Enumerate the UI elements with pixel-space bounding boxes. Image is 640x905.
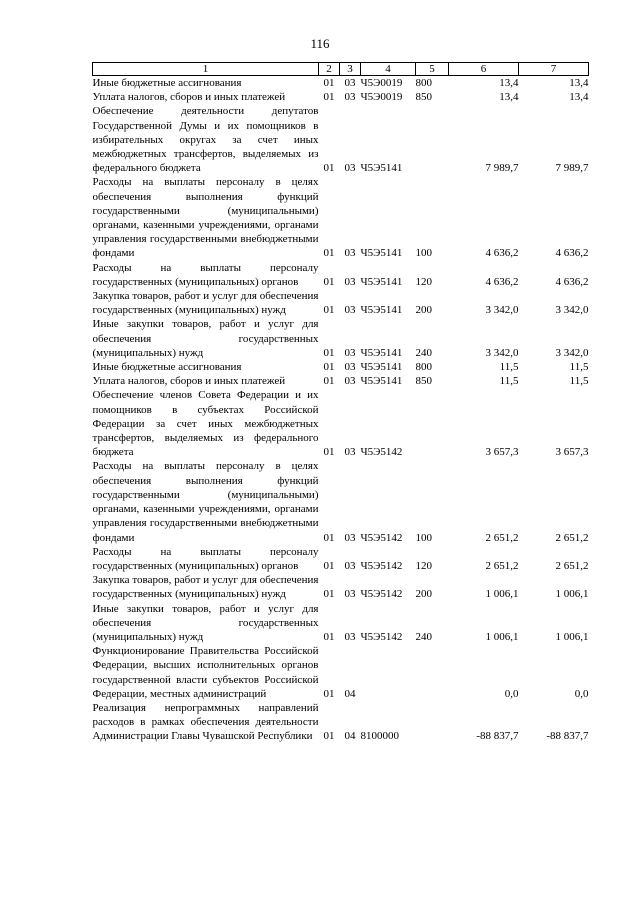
row-name: Иные закупки товаров, работ и услуг для обеспечения государственных (муниципальных) нужд (92, 602, 319, 643)
column-header-amount-1: 6 (449, 63, 519, 76)
row-expense-type: 120 (415, 275, 432, 288)
row-section: 01 (323, 588, 335, 601)
row-target-code: Ч5Э5142 (360, 559, 403, 572)
row-amount-2: 2 651,2 (555, 559, 589, 572)
row-amount-1: 1 006,1 (485, 630, 519, 643)
row-expense-type: 200 (415, 588, 432, 601)
row-target-code: Ч5Э5142 (360, 588, 403, 601)
row-amount-2: 3 342,0 (555, 304, 589, 317)
row-amount-1: 11,5 (499, 361, 519, 374)
row-amount-1: 0,0 (504, 687, 519, 700)
row-subsection: 03 (344, 559, 356, 572)
row-target-code (361, 644, 416, 701)
row-amount-1: 13,4 (499, 77, 519, 89)
table-row (93, 545, 589, 573)
row-subsection: 03 (344, 275, 356, 288)
row-amount-1: -88 837,7 (476, 730, 519, 743)
column-header-amount-2: 7 (519, 63, 589, 76)
row-section: 01 (323, 346, 335, 359)
table-row (93, 261, 589, 289)
row-subsection: 03 (344, 588, 356, 601)
row-amount-2: 13,4 (569, 91, 589, 104)
row-name: Уплата налогов, сборов и иных платежей (92, 91, 286, 104)
row-amount-1: 13,4 (499, 91, 519, 104)
row-amount-1: 2 651,2 (485, 559, 519, 572)
row-expense-type: 800 (415, 361, 432, 374)
row-amount-1: 7 989,7 (485, 162, 519, 175)
row-target-code: Ч5Э5141 (360, 275, 403, 288)
row-amount-2: -88 837,7 (546, 730, 589, 743)
row-target-code: Ч5Э0019 (360, 91, 403, 104)
table-row (93, 573, 589, 601)
row-section: 01 (323, 730, 335, 743)
row-amount-2: 1 006,1 (555, 630, 589, 643)
header-row (93, 63, 589, 76)
row-subsection: 03 (344, 304, 356, 317)
column-header-target-code: 4 (361, 63, 416, 76)
row-section: 01 (323, 77, 335, 89)
column-header-expense-type: 5 (416, 63, 449, 76)
row-amount-1: 4 636,2 (485, 247, 519, 260)
budget-table (92, 62, 589, 744)
table-row (93, 317, 589, 360)
row-amount-2: 4 636,2 (555, 275, 589, 288)
row-name: Закупка товаров, работ и услуг для обеспечения государственных (муниципальных) нужд (92, 574, 319, 601)
row-subsection: 03 (344, 630, 356, 643)
table-row (93, 289, 589, 317)
table-row (93, 644, 589, 701)
row-name: Иные закупки товаров, работ и услуг для обеспечения государственных (муниципальных) нужд (92, 318, 319, 359)
row-amount-1: 3 342,0 (485, 346, 519, 359)
row-subsection: 03 (344, 77, 356, 89)
row-subsection: 03 (344, 247, 356, 260)
row-name: Расходы на выплаты персоналу в целях обеспечения выполнения функций государственными (муниципальными) органами, казенными учреждениями, органами управления государственными внебюджетными фондами (92, 460, 319, 544)
row-subsection: 04 (344, 687, 356, 700)
row-subsection: 03 (344, 162, 356, 175)
table-row (93, 374, 589, 388)
row-expense-type: 120 (415, 559, 432, 572)
column-header-subsection: 3 (340, 63, 361, 76)
row-amount-2: 4 636,2 (555, 247, 589, 260)
row-name: Обеспечение деятельности депутатов Государственной Думы и их помощников в избирательных округах за счет иных межбюджетных трансфертов, выделяемых из федерального бюджета (92, 105, 319, 175)
row-expense-type: 200 (415, 304, 432, 317)
table-row (93, 602, 589, 645)
row-section: 01 (323, 162, 335, 175)
row-expense-type (416, 104, 449, 175)
row-name: Расходы на выплаты персоналу в целях обеспечения выполнения функций государственными (муниципальными) органами, казенными учреждениями, органами управления государственными внебюджетными фондами (92, 176, 319, 260)
row-section: 01 (323, 559, 335, 572)
row-target-code: Ч5Э5141 (360, 375, 403, 388)
row-section: 01 (323, 361, 335, 374)
row-target-code: Ч5Э0019 (360, 77, 403, 89)
row-target-code: 8100000 (360, 730, 399, 743)
row-expense-type (416, 701, 449, 744)
row-subsection: 03 (344, 361, 356, 374)
table-row (93, 76, 589, 91)
page-number: 116 (310, 36, 330, 51)
row-expense-type: 800 (415, 77, 432, 89)
row-target-code: Ч5Э5141 (360, 361, 403, 374)
row-amount-2: 13,4 (569, 77, 589, 89)
table-row (93, 90, 589, 104)
row-section: 01 (323, 247, 335, 260)
row-expense-type: 850 (415, 375, 432, 388)
table-body (93, 76, 589, 744)
row-amount-2: 3 342,0 (555, 346, 589, 359)
row-target-code: Ч5Э5141 (360, 304, 403, 317)
row-amount-2: 0,0 (574, 687, 589, 700)
row-expense-type (416, 388, 449, 459)
row-target-code: Ч5Э5141 (360, 162, 403, 175)
row-amount-2: 11,5 (569, 375, 589, 388)
row-section: 01 (323, 91, 335, 104)
row-section: 01 (323, 687, 335, 700)
row-expense-type: 100 (415, 531, 432, 544)
table-row (93, 360, 589, 374)
row-section: 01 (323, 304, 335, 317)
table-row (93, 701, 589, 744)
row-section: 01 (323, 275, 335, 288)
row-subsection: 03 (344, 531, 356, 544)
row-amount-2: 2 651,2 (555, 531, 589, 544)
row-target-code: Ч5Э5141 (360, 247, 403, 260)
row-amount-1: 2 651,2 (485, 531, 519, 544)
row-expense-type: 240 (415, 630, 432, 643)
row-name: Расходы на выплаты персоналу государственных (муниципальных) органов (92, 545, 319, 572)
row-amount-1: 1 006,1 (485, 588, 519, 601)
row-section: 01 (323, 375, 335, 388)
row-amount-2: 3 657,3 (555, 446, 589, 459)
row-amount-2: 1 006,1 (555, 588, 589, 601)
row-amount-1: 3 657,3 (485, 446, 519, 459)
row-subsection: 03 (344, 91, 356, 104)
table-row (93, 104, 589, 175)
row-section: 01 (323, 531, 335, 544)
row-target-code: Ч5Э5142 (360, 446, 403, 459)
row-subsection: 03 (344, 346, 356, 359)
row-name: Расходы на выплаты персоналу государственных (муниципальных) органов (92, 261, 319, 288)
row-expense-type: 240 (415, 346, 432, 359)
table-header (93, 63, 589, 76)
row-expense-type: 850 (415, 91, 432, 104)
row-name: Обеспечение членов Совета Федерации и их помощников в субъектах Российской Федерации за счет иных межбюджетных трансфертов, выделяемых из федерального бюджета (92, 389, 319, 459)
row-section: 01 (323, 446, 335, 459)
row-target-code: Ч5Э5141 (360, 346, 403, 359)
row-expense-type: 100 (415, 247, 432, 260)
row-amount-2: 7 989,7 (555, 162, 589, 175)
column-header-section: 2 (319, 63, 340, 76)
row-name: Функционирование Правительства Российской Федерации, высших исполнительных органов государственной власти субъектов Российской Федерации, местных администраций (92, 645, 319, 700)
row-target-code: Ч5Э5142 (360, 531, 403, 544)
row-name: Закупка товаров, работ и услуг для обеспечения государственных (муниципальных) нужд (92, 290, 319, 317)
row-target-code: Ч5Э5142 (360, 630, 403, 643)
row-amount-2: 11,5 (569, 361, 589, 374)
row-amount-1: 11,5 (499, 375, 519, 388)
table-row (93, 459, 589, 544)
column-header-name: 1 (93, 63, 319, 76)
row-name: Иные бюджетные ассигнования (92, 361, 242, 374)
table-row (93, 175, 589, 260)
row-name: Иные бюджетные ассигнования (92, 77, 242, 89)
row-subsection: 04 (344, 730, 356, 743)
row-name: Реализация непрограммных направлений расходов в рамках обеспечения деятельности Администрации Главы Чувашской Республики (92, 701, 319, 743)
row-amount-1: 3 342,0 (485, 304, 519, 317)
row-subsection: 03 (344, 375, 356, 388)
row-amount-1: 4 636,2 (485, 275, 519, 288)
row-section: 01 (323, 630, 335, 643)
row-subsection: 03 (344, 446, 356, 459)
row-name: Уплата налогов, сборов и иных платежей (92, 375, 286, 388)
table-row (93, 388, 589, 459)
row-expense-type (416, 644, 449, 701)
